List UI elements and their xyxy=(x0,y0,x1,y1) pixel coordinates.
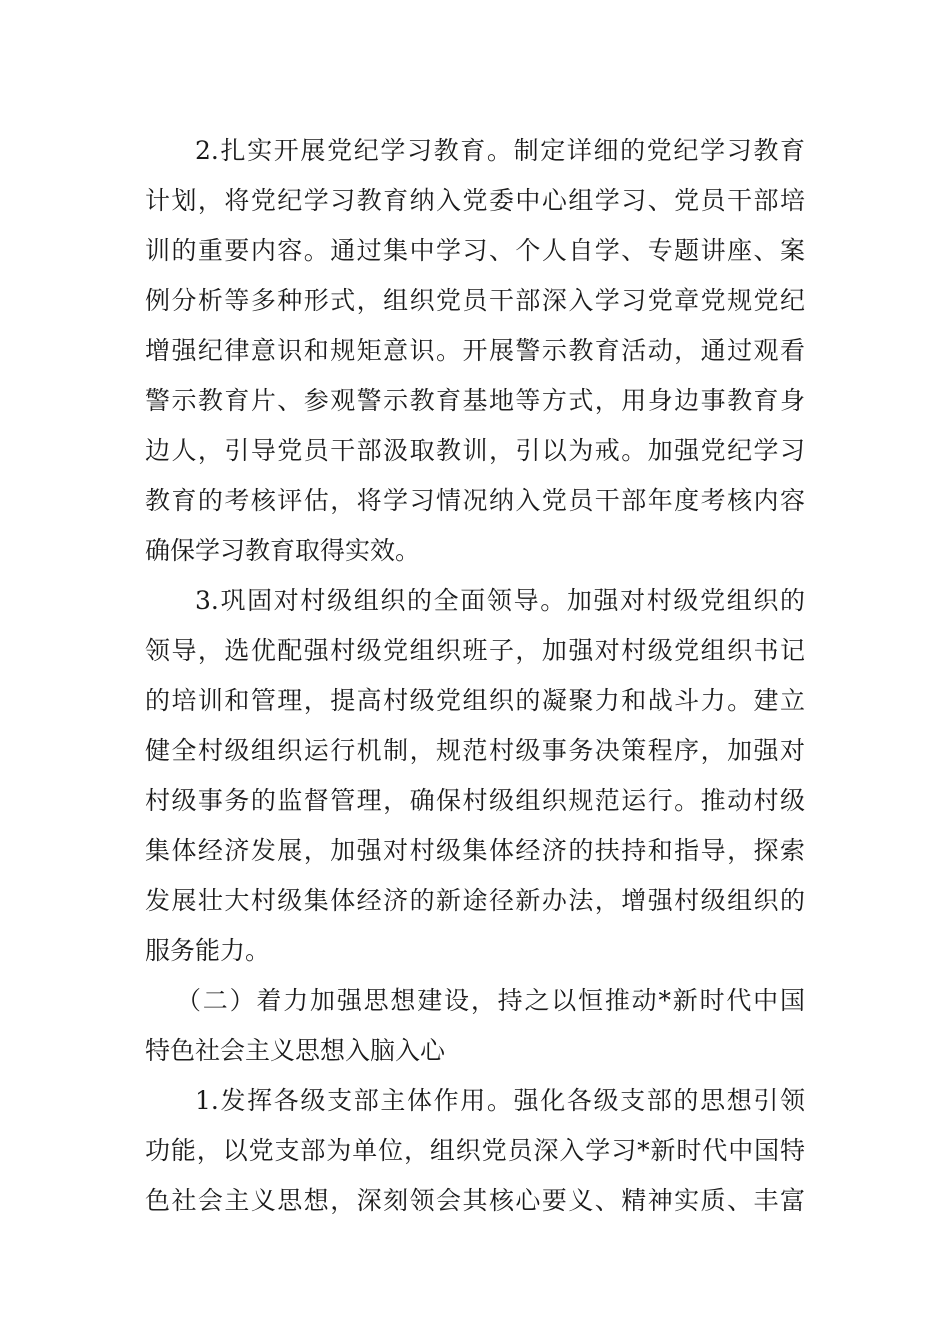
section-heading-line-2: 特色社会主义思想入脑入心 xyxy=(145,1036,446,1065)
paragraph-2-line-2: 计划，将党纪学习教育纳入党委中心组学习、党员干部培 xyxy=(145,186,805,215)
paragraph-1-line-2: 功能，以党支部为单位，组织党员深入学习*新时代中国特 xyxy=(145,1136,805,1165)
paragraph-1-line-3: 色社会主义思想，深刻领会其核心要义、精神实质、丰富 xyxy=(145,1186,805,1215)
paragraph-2-line-3: 训的重要内容。通过集中学习、个人自学、专题讲座、案 xyxy=(145,236,805,265)
paragraph-3-line-2: 领导，选优配强村级党组织班子，加强对村级党组织书记 xyxy=(145,636,805,665)
paragraph-2-line-6: 警示教育片、参观警示教育基地等方式，用身边事教育身 xyxy=(145,386,805,415)
paragraph-3-line-8: 服务能力。 xyxy=(145,936,271,965)
paragraph-2-line-5: 增强纪律意识和规矩意识。开展警示教育活动，通过观看 xyxy=(145,336,805,365)
paragraph-3-line-5: 村级事务的监督管理，确保村级组织规范运行。推动村级 xyxy=(145,786,805,815)
paragraph-3-line-3: 的培训和管理，提高村级党组织的凝聚力和战斗力。建立 xyxy=(145,686,805,715)
paragraph-1-line-1: 1.发挥各级支部主体作用。强化各级支部的思想引领 xyxy=(195,1086,805,1115)
paragraph-3-line-1: 3.巩固对村级组织的全面领导。加强对村级党组织的 xyxy=(195,586,805,615)
paragraph-2-line-4: 例分析等多种形式，组织党员干部深入学习党章党规党纪 xyxy=(145,286,805,315)
paragraph-3-line-4: 健全村级组织运行机制，规范村级事务决策程序，加强对 xyxy=(145,736,805,765)
paragraph-2-line-7: 边人，引导党员干部汲取教训，引以为戒。加强党纪学习 xyxy=(145,436,805,465)
paragraph-3-line-7: 发展壮大村级集体经济的新途径新办法，增强村级组织的 xyxy=(145,886,805,915)
paragraph-2-line-9: 确保学习教育取得实效。 xyxy=(145,536,421,565)
paragraph-2-line-8: 教育的考核评估，将学习情况纳入党员干部年度考核内容 xyxy=(145,486,805,515)
section-heading-line-1: （二）着力加强思想建设，持之以恒推动*新时代中国 xyxy=(176,986,805,1015)
paragraph-2-line-1: 2.扎实开展党纪学习教育。制定详细的党纪学习教育 xyxy=(195,136,805,165)
paragraph-3-line-6: 集体经济发展，加强对村级集体经济的扶持和指导，探索 xyxy=(145,836,805,865)
